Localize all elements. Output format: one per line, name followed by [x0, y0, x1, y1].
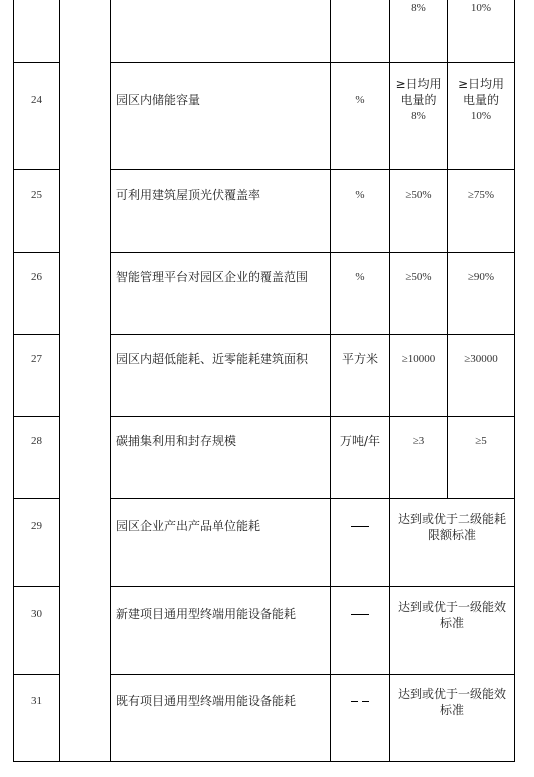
value-1-line: 8%: [411, 2, 426, 14]
value-2-line: ≥日均用: [457, 77, 505, 91]
indicator-name: 既有项目通用型终端用能设备能耗: [116, 694, 297, 708]
row-number: 30: [31, 608, 42, 620]
unit: %: [355, 94, 365, 106]
unit: %: [355, 189, 365, 201]
row-divider: [13, 586, 60, 587]
table-border-bottom: [13, 761, 515, 762]
column-divider: [59, 0, 60, 762]
indicator-name: 碳捕集利用和封存规模: [116, 434, 237, 448]
value-1: ≥3: [412, 435, 425, 447]
row-number: 25: [31, 189, 42, 201]
row-number: 26: [31, 271, 42, 283]
row-divider: [110, 334, 515, 335]
row-divider: [13, 416, 60, 417]
row-divider: [110, 62, 515, 63]
unit: %: [355, 271, 365, 283]
unit-dash: [351, 614, 369, 615]
row-divider: [110, 674, 515, 675]
merged-value-line: 达到或优于二级能耗: [397, 512, 506, 526]
value-2: ≥30000: [464, 353, 498, 365]
value-2-line: 10%: [470, 110, 492, 122]
row-number: 31: [31, 695, 42, 707]
merged-value-line: 标准: [439, 616, 464, 630]
value-2: ≥5: [475, 435, 487, 447]
row-number: 27: [31, 353, 42, 365]
merged-value-line: 达到或优于一级能效: [397, 600, 506, 614]
value-1: ≥10000: [401, 353, 436, 365]
value-2-line: 电量的: [462, 93, 499, 107]
table-border-left: [13, 0, 14, 762]
unit-dash: [351, 701, 358, 702]
indicator-name: 园区企业产出产品单位能耗: [116, 519, 261, 533]
column-divider: [330, 0, 331, 762]
merged-value-line: 达到或优于一级能效: [397, 687, 506, 701]
table-border-right: [514, 0, 515, 762]
value-1-line: 8%: [411, 110, 426, 122]
indicator-name: 新建项目通用型终端用能设备能耗: [116, 607, 297, 621]
value-1-line: 电量的: [400, 93, 437, 107]
column-divider: [110, 0, 111, 762]
value-1: ≥50%: [405, 189, 432, 201]
row-divider: [13, 252, 60, 253]
unit: 平方米: [341, 352, 378, 366]
unit-dash: [362, 701, 369, 702]
value-2: ≥90%: [467, 271, 495, 283]
row-divider: [13, 334, 60, 335]
row-divider: [110, 498, 515, 499]
indicator-name: 可利用建筑屋顶光伏覆盖率: [116, 188, 261, 202]
row-divider: [110, 252, 515, 253]
row-number: 29: [31, 520, 42, 532]
unit: 万吨/年: [339, 434, 381, 448]
row-divider: [110, 416, 515, 417]
indicator-name: 园区内储能容量: [116, 93, 201, 107]
row-divider: [13, 62, 60, 63]
row-divider: [13, 169, 60, 170]
merged-value-line: 限额标准: [427, 528, 476, 542]
merged-value-line: 标准: [439, 703, 464, 717]
value-1: ≥50%: [405, 271, 432, 283]
row-number: 28: [31, 435, 42, 447]
column-divider: [447, 0, 448, 498]
unit-dash: [351, 526, 369, 527]
row-divider: [13, 674, 60, 675]
indicator-name: 智能管理平台对园区企业的覆盖范围: [116, 270, 309, 284]
row-divider: [110, 169, 515, 170]
value-1-line: ≥日均用: [395, 77, 442, 91]
row-number: 24: [31, 94, 42, 106]
value-2: ≥75%: [467, 189, 495, 201]
indicator-name: 园区内超低能耗、近零能耗建筑面积: [116, 352, 309, 366]
row-divider: [13, 498, 60, 499]
row-divider: [110, 586, 515, 587]
value-2-line: 10%: [470, 2, 492, 14]
